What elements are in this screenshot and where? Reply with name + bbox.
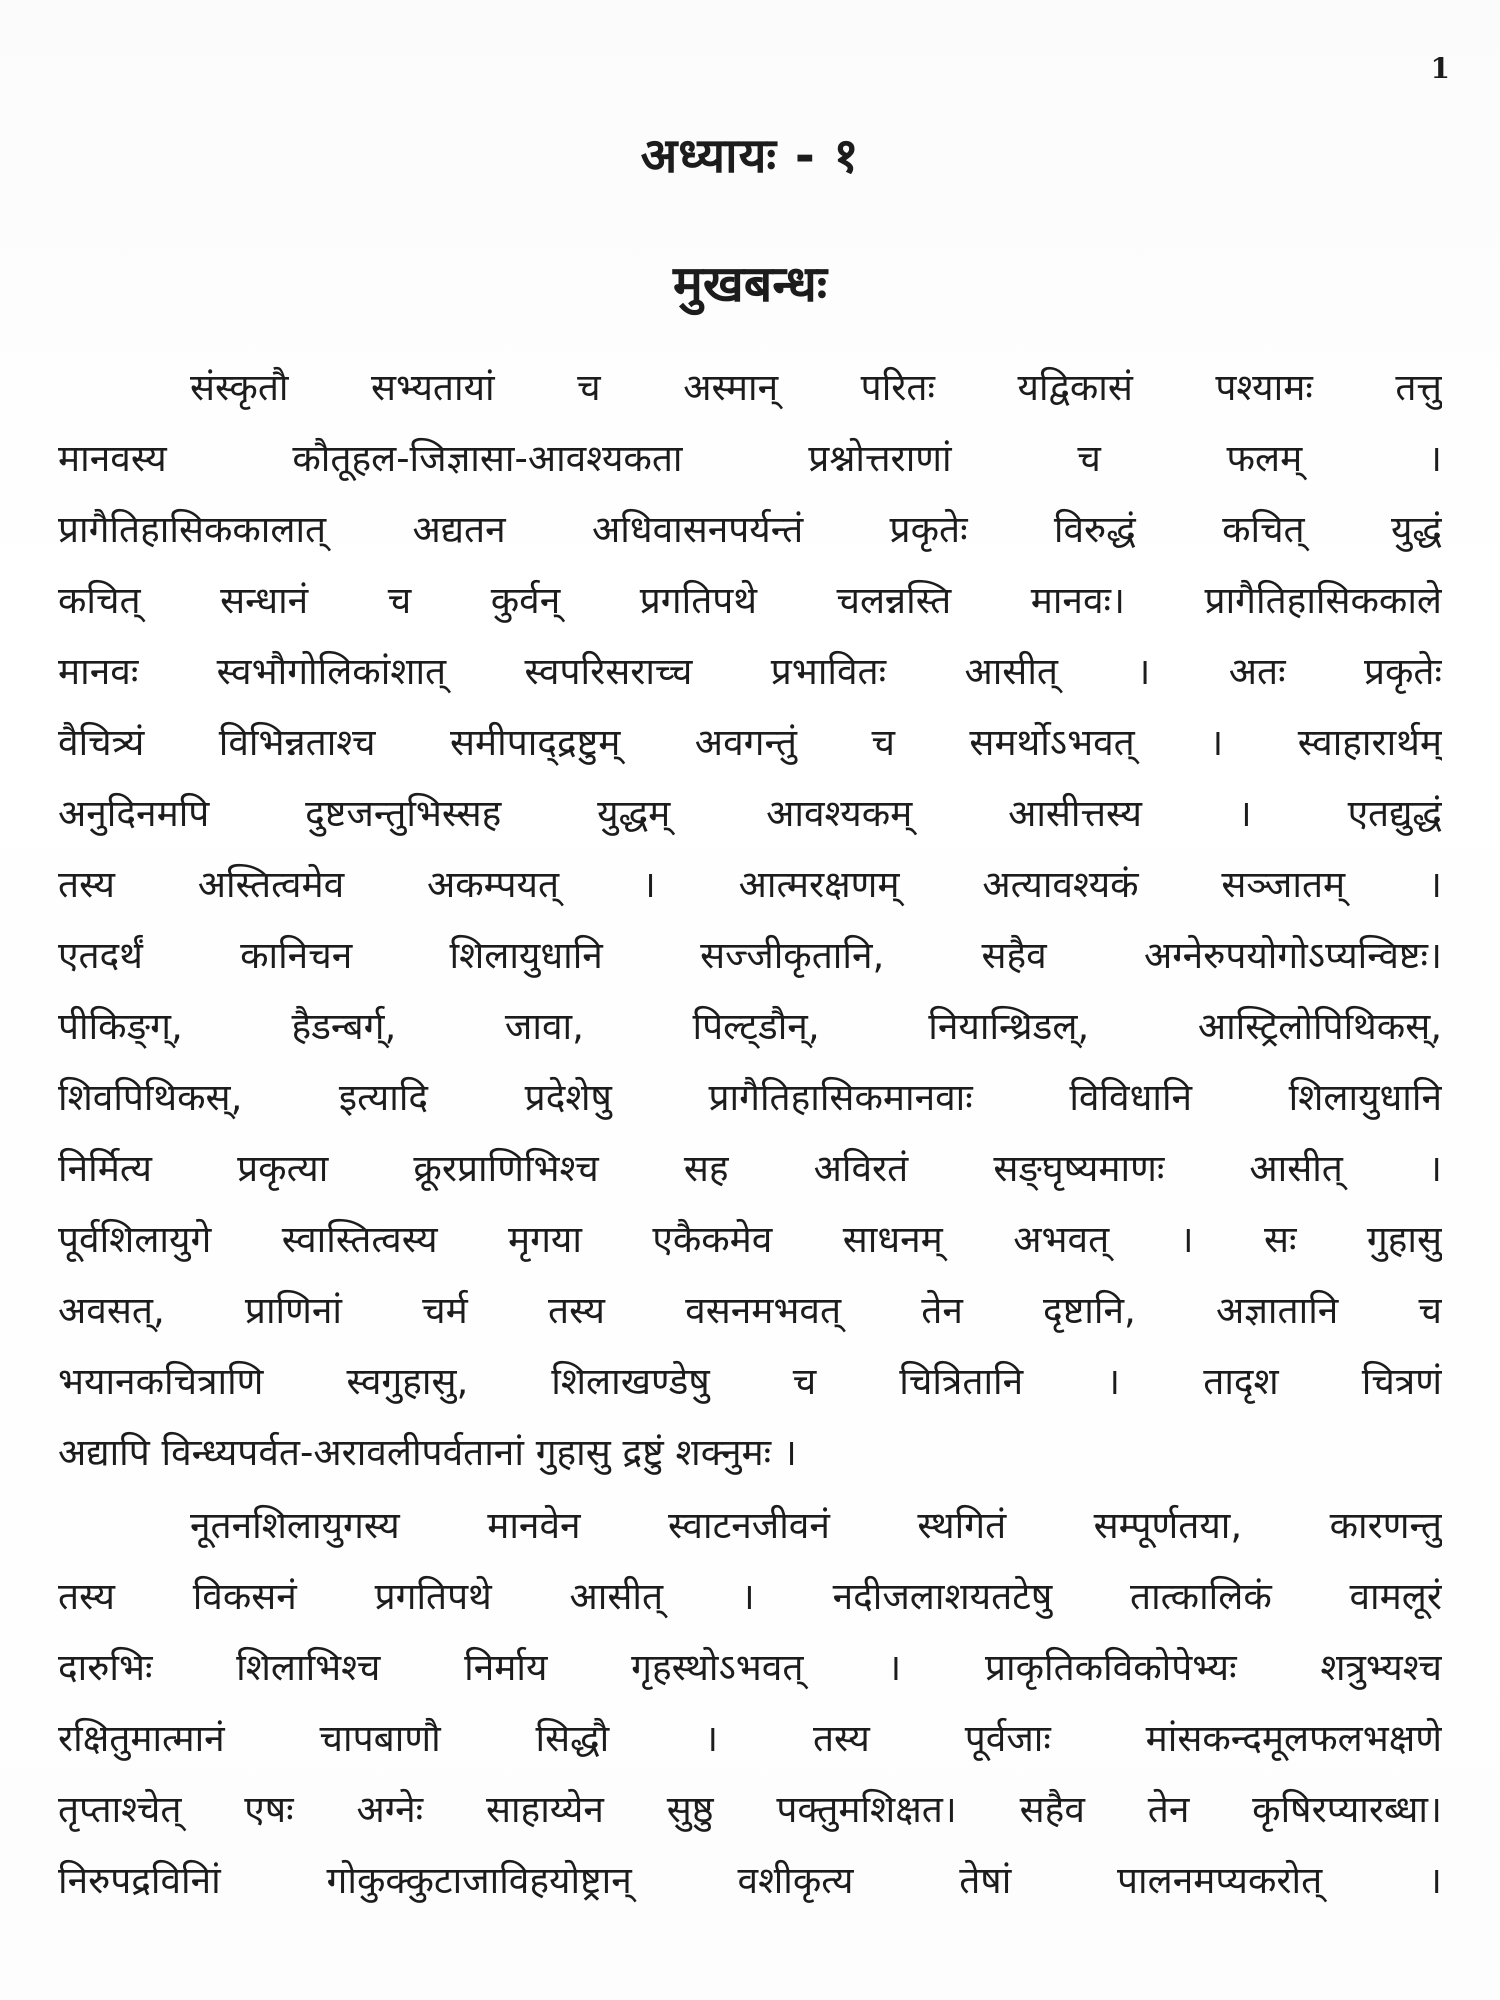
paragraph-line: मानवः स्वभौगोलिकांशात् स्वपरिसराच्च प्रभावितः आसीत् । अतः प्रकृतेः xyxy=(58,650,1442,693)
paragraph-line: भयानकचित्राणि स्वगुहासु, शिलाखण्डेषु च चित्रितानि । तादृश चित्रणं xyxy=(58,1360,1442,1403)
paragraph-line: नूतनशिलायुगस्य मानवेन स्वाटनजीवनं स्थगितं सम्पूर्णतया, कारणन्तु xyxy=(190,1504,1442,1547)
chapter-heading: अध्यायः - १ xyxy=(640,128,860,184)
paragraph-line: निर्मित्य प्रकृत्या क्रूरप्राणिभिश्च सह अविरतं सङ्घृष्यमाणः आसीत् । xyxy=(58,1147,1442,1190)
paragraph-line: संस्कृतौ सभ्यतायां च अस्मान् परितः यद्विकासं पश्यामः तत्तु xyxy=(190,366,1442,409)
paragraph-line: वैचित्र्यं विभिन्नताश्च समीपाद्द्रष्टुम् अवगन्तुं च समर्थोऽभवत् । स्वाहारार्थम् xyxy=(58,721,1442,764)
paragraph-line: कचित् सन्धानं च कुर्वन् प्रगतिपथे चलन्नस्ति मानवः। प्रागैतिहासिककाले xyxy=(58,579,1442,622)
paragraph-line: तस्य अस्तित्वमेव अकम्पयत् । आत्मरक्षणम् अत्यावश्यकं सञ्जातम् । xyxy=(58,863,1442,906)
paragraph-2 xyxy=(58,1490,1442,1916)
page-number: 1 xyxy=(1430,52,1450,85)
paragraph-line: अद्यापि विन्ध्यपर्वत-अरावलीपर्वतानां गुहासु द्रष्टुं शक्नुमः । xyxy=(58,1431,797,1474)
paragraph-line: शिवपिथिकस्, इत्यादि प्रदेशेषु प्रागैतिहासिकमानवाः विविधानि शिलायुधानि xyxy=(58,1076,1442,1119)
paragraph-line: तस्य विकसनं प्रगतिपथे आसीत् । नदीजलाशयतटेषु तात्कालिकं वामलूरं xyxy=(58,1575,1442,1618)
paragraph-line: दारुभिः शिलाभिश्च निर्माय गृहस्थोऽभवत् । प्राकृतिकविकोपेभ्यः शत्रुभ्यश्च xyxy=(58,1646,1442,1689)
paragraph-line: तृप्ताश्चेत् एषः अग्नेः साहाय्येन सुष्ठु पक्तुमशिक्षत। सहैव तेन कृषिरप्यारब्धा। xyxy=(58,1788,1442,1831)
paragraph-line: पीकिङ्ग्, हैडन्बर्ग्, जावा, पिल्ट्डौन्, नियान्थ्रिडल्, आस्ट्रिलोपिथिकस्, xyxy=(58,1005,1442,1048)
section-title: मुखबन्धः xyxy=(672,255,828,313)
paragraph-line: मानवस्य कौतूहल-जिज्ञासा-आवश्यकता प्रश्नोत्तराणां च फलम् । xyxy=(58,437,1442,480)
paragraph-line: अवसत्, प्राणिनां चर्म तस्य वसनमभवत् तेन दृष्टानि, अज्ञातानि च xyxy=(58,1289,1442,1332)
paragraph-line: रक्षितुमात्मानं चापबाणौ सिद्धौ । तस्य पूर्वजाः मांसकन्दमूलफलभक्षणे xyxy=(58,1717,1442,1760)
paragraph-line: निरुपद्रविनिां गोकुक्कुटाजाविहयोष्ट्रान् वशीकृत्य तेषां पालनमप्यकरोत् । xyxy=(58,1859,1442,1902)
paragraph-line: पूर्वशिलायुगे स्वास्तित्वस्य मृगया एकैकमेव साधनम् अभवत् । सः गुहासु xyxy=(58,1218,1442,1261)
paragraph-line: प्रागैतिहासिककालात् अद्यतन अधिवासनपर्यन्तं प्रकृतेः विरुद्धं कचित् युद्धं xyxy=(58,508,1442,551)
paragraph-line: अनुदिनमपि दुष्टजन्तुभिस्सह युद्धम् आवश्यकम् आसीत्तस्य । एतद्युद्धं xyxy=(58,792,1442,835)
paragraph-line: एतदर्थं कानिचन शिलायुधानि सज्जीकृतानि, सहैव अग्नेरुपयोगोऽप्यन्विष्टः। xyxy=(58,934,1442,977)
paragraph-1 xyxy=(58,352,1442,1488)
